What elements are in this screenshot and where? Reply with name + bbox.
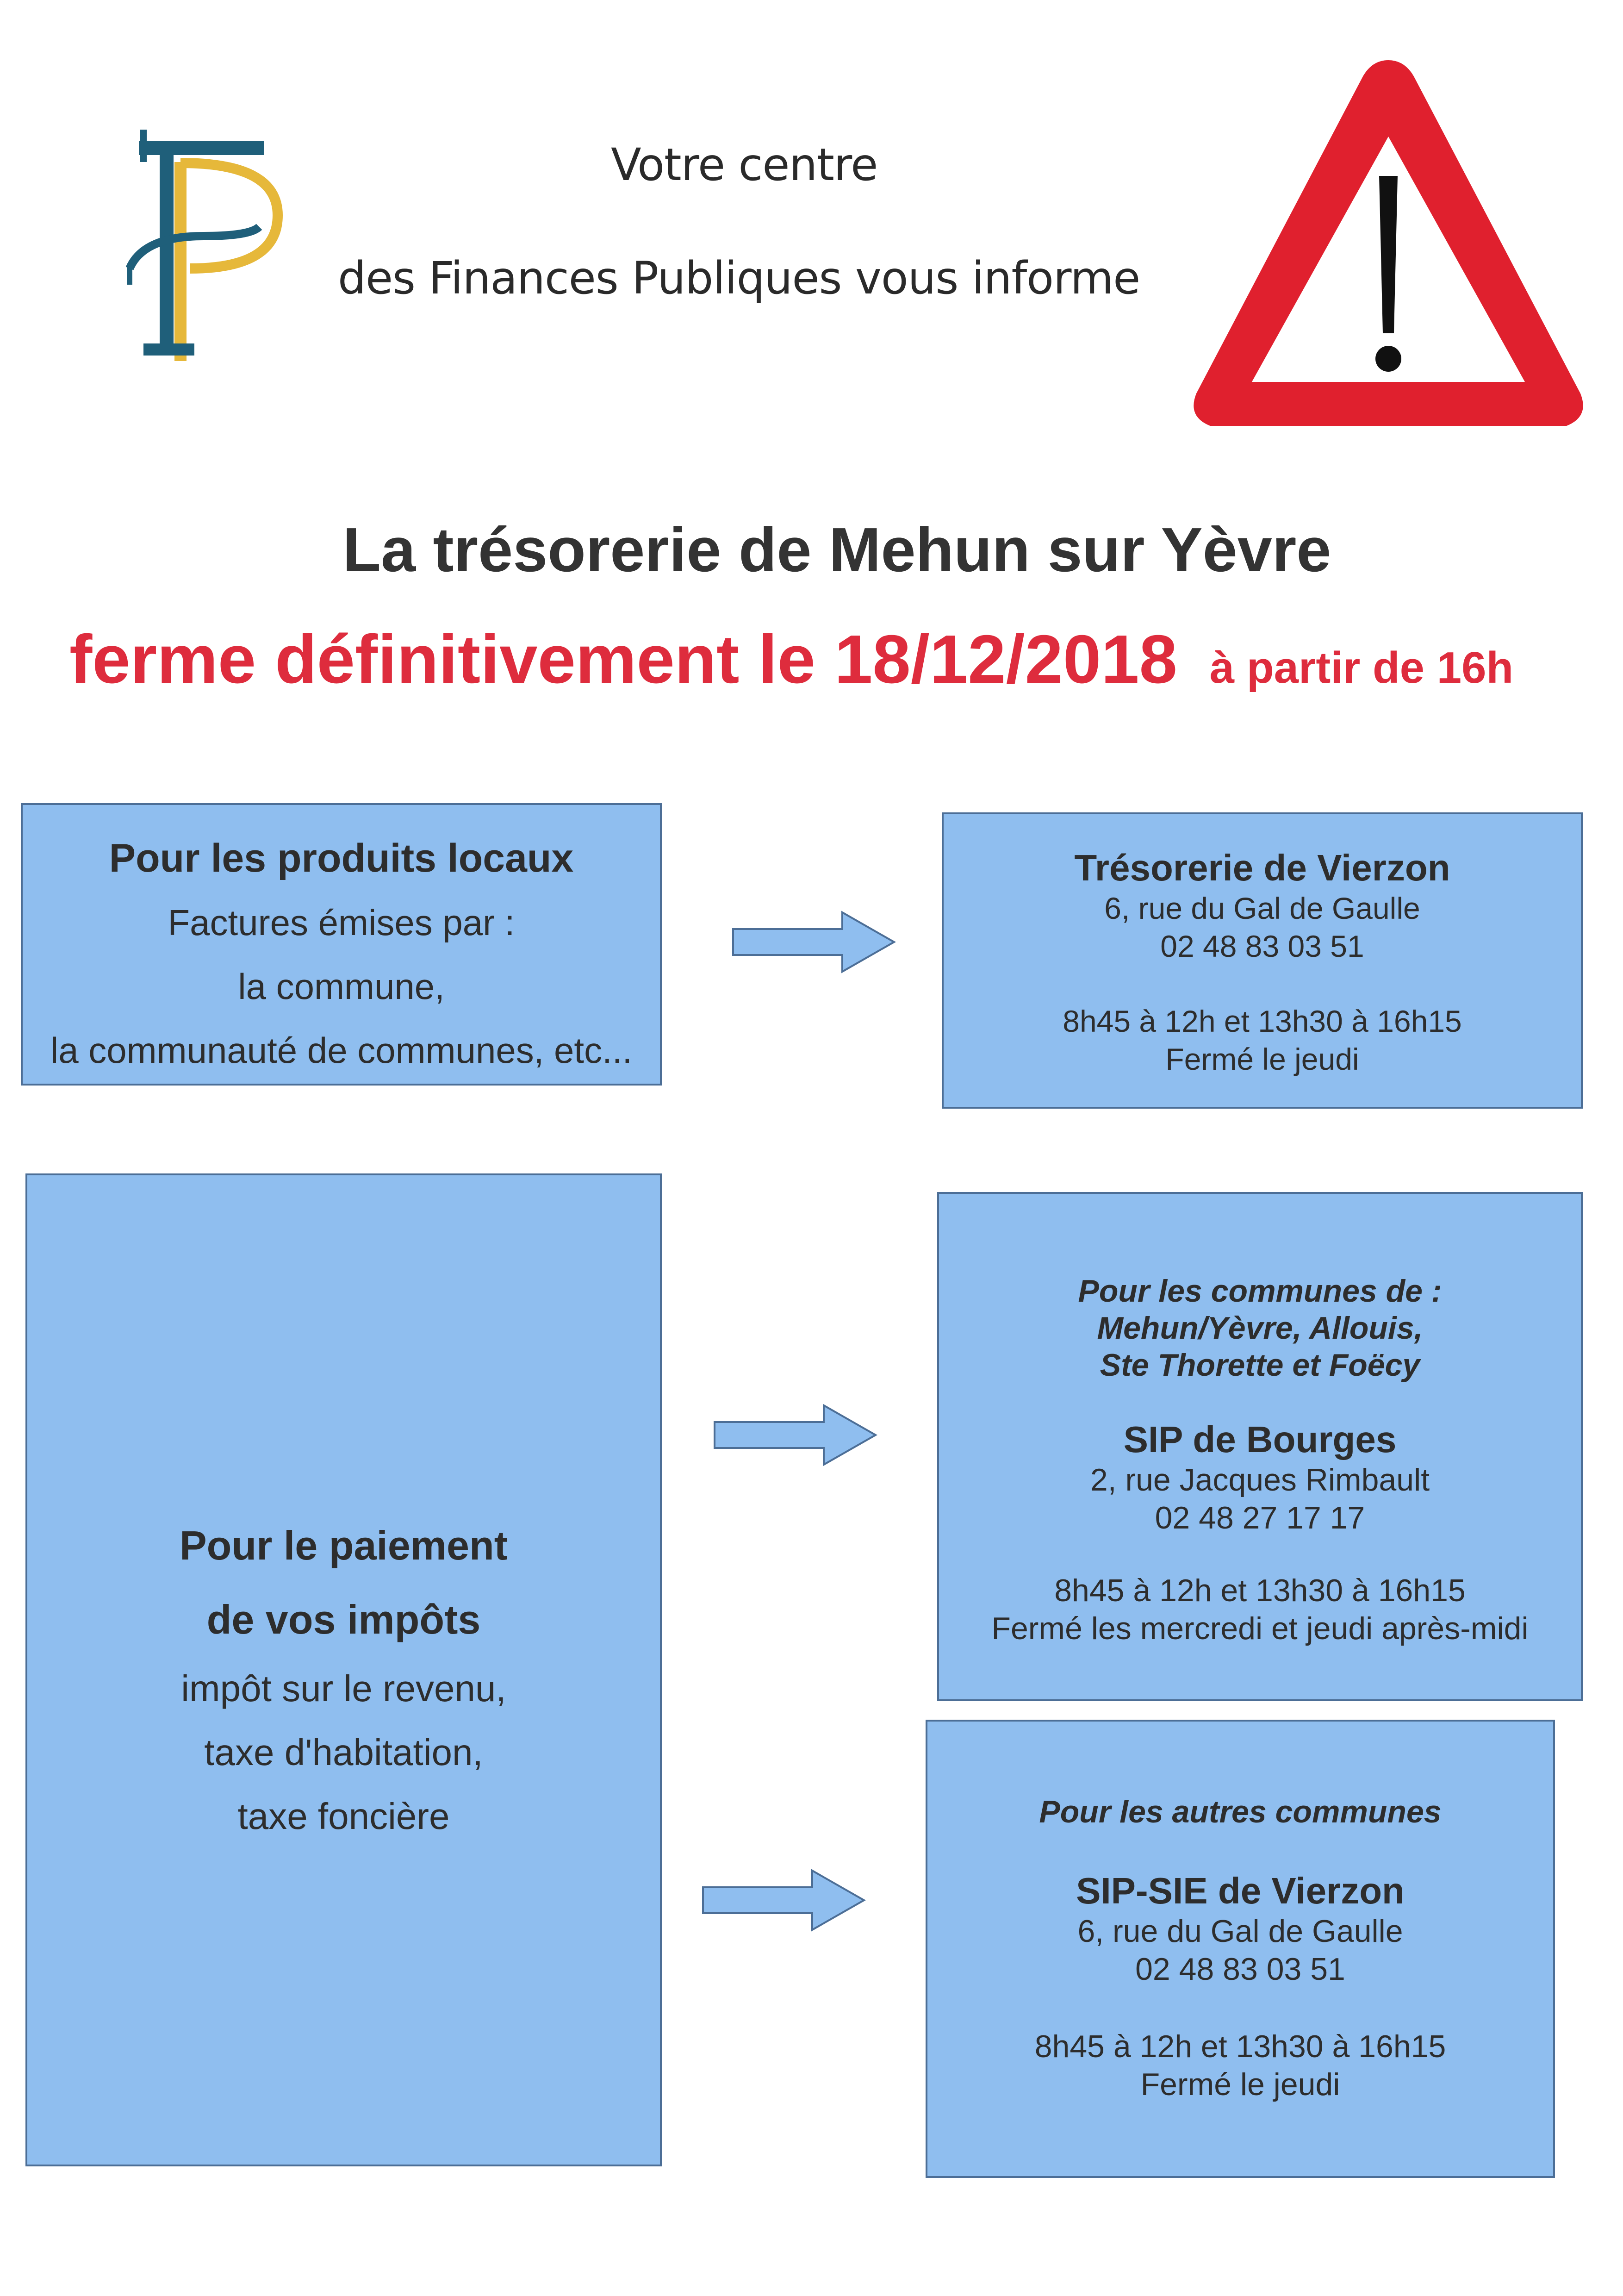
arrow-right-icon [731,910,898,974]
tresorerie-vierzon-closed: Fermé le jeudi [1165,1042,1359,1076]
header-line-2: des Finances Publiques vous informe [338,252,1140,304]
tresorerie-vierzon-name: Trésorerie de Vierzon [1074,847,1450,888]
sip-bourges-box [937,1192,1583,1701]
closing-notice [69,620,1513,699]
tresorerie-vierzon-hours: 8h45 à 12h et 13h30 à 16h15 [1063,1004,1462,1038]
tax-payment-title-1: Pour le paiement [179,1522,508,1568]
sip-bourges-intro: Ste Thorette et Foëcy [1100,1348,1420,1383]
tax-payment-box [25,1173,662,2166]
arrow-right-icon [701,1868,868,1933]
closing-date-text: ferme définitivement le 18/12/2018 [69,621,1177,698]
sip-bourges-address: 2, rue Jacques Rimbault [1090,1462,1430,1497]
sip-vierzon-hours: 8h45 à 12h et 13h30 à 16h15 [1034,2029,1446,2064]
tresorerie-vierzon-address: 6, rue du Gal de Gaulle [1104,891,1420,925]
local-products-title: Pour les produits locaux [109,836,574,880]
local-products-box [21,803,662,1086]
warning-triangle-icon [1180,28,1597,472]
sip-bourges-phone: 02 48 27 17 17 [1155,1500,1365,1535]
tax-payment-title-2: de vos impôts [206,1597,481,1642]
sip-vierzon-address: 6, rue du Gal de Gaulle [1077,1914,1403,1949]
sip-bourges-intro: Mehun/Yèvre, Allouis, [1097,1310,1423,1346]
header-line-1: Votre centre [611,139,878,191]
sip-vierzon-name: SIP-SIE de Vierzon [1076,1870,1405,1911]
tax-type-line: taxe foncière [237,1796,450,1837]
sip-bourges-name: SIP de Bourges [1123,1419,1397,1460]
local-products-line: la communauté de communes, etc... [50,1030,633,1071]
tax-type-line: impôt sur le revenu, [181,1668,506,1709]
sip-vierzon-closed: Fermé le jeudi [1140,2067,1340,2102]
local-products-line: Factures émises par : [168,902,515,943]
sip-bourges-closed: Fermé les mercredi et jeudi après-midi [991,1611,1529,1646]
tresorerie-vierzon-box [942,812,1583,1109]
arrow-right-icon [713,1403,879,1467]
sip-bourges-hours: 8h45 à 12h et 13h30 à 16h15 [1054,1573,1466,1608]
sip-vierzon-phone: 02 48 83 03 51 [1135,1952,1345,1987]
sip-bourges-intro: Pour les communes de : [1078,1273,1442,1309]
page-title: La trésorerie de Mehun sur Yèvre [342,515,1331,585]
sip-sie-vierzon-box [926,1720,1555,2178]
tresorerie-vierzon-phone: 02 48 83 03 51 [1160,929,1364,963]
tax-type-line: taxe d'habitation, [204,1732,483,1773]
sip-vierzon-intro: Pour les autres communes [1039,1794,1442,1829]
finances-publiques-logo [111,120,287,380]
local-products-line: la commune, [238,966,445,1007]
closing-time-text: à partir de 16h [1209,643,1514,693]
